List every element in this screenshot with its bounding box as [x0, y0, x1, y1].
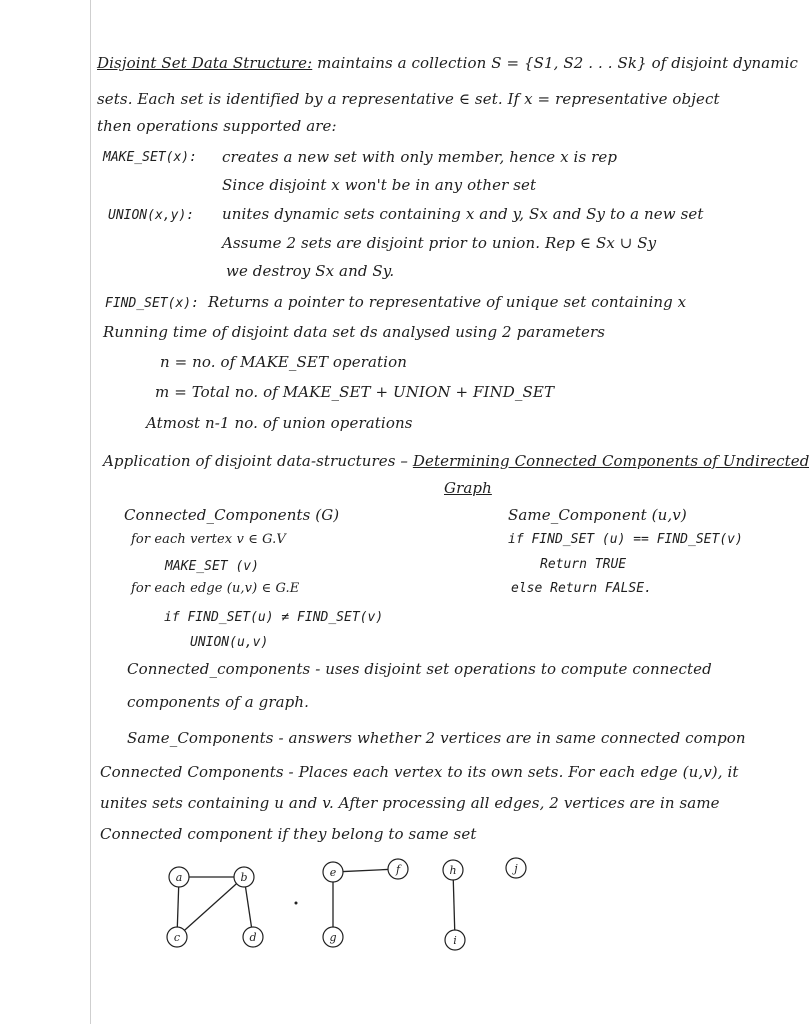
application-title-graph: Graph: [444, 479, 492, 497]
pseudo-left-4: for each edge (u,v) ∈ G.E: [131, 581, 300, 596]
graph-node-d: [243, 927, 263, 947]
graph-node-label: b: [240, 871, 248, 884]
graph-node-label: e: [329, 866, 337, 879]
atmost-unions: Atmost n-1 no. of union operations: [146, 414, 413, 432]
cc2-explanation-1: Connected Components - Places each vertex to its own sets. For each edge (u,v), it: [100, 763, 739, 781]
pseudo-left-1: Connected_Components (G): [124, 506, 340, 524]
m-parameter: m = Total no. of MAKE_SET + UNION + FIND_SET: [155, 383, 555, 401]
graph-node-f: [388, 859, 408, 879]
graph-node-g: [323, 927, 343, 947]
pseudo-left-3: MAKE_SET (v): [165, 559, 259, 574]
cc-explanation-2: components of a graph.: [127, 693, 309, 711]
running-time-line: Running time of disjoint data set ds analysed using 2 parameters: [103, 323, 606, 341]
pseudo-right-2: if FIND_SET (u) == FIND_SET(v): [508, 532, 743, 547]
make-set-desc-1: creates a new set with only member, hence x is rep: [222, 148, 618, 166]
n-parameter: n = no. of MAKE_SET operation: [160, 353, 407, 371]
stray-dot: [295, 902, 298, 905]
graph-node-label: g: [329, 931, 337, 944]
graph-edge-a-c: [177, 887, 178, 927]
intro-definition: maintains a collection S = {S1, S2 . . . Sk} of disjoint dynamic: [317, 54, 798, 72]
find-set-desc: Returns a pointer to representative of unique set containing x: [208, 293, 687, 311]
find-set-name: FIND_SET(x):: [105, 296, 199, 311]
pseudo-left-5: if FIND_SET(u) ≠ FIND_SET(v): [164, 610, 384, 625]
graph-node-j: [506, 858, 526, 878]
union-name: UNION(x,y):: [108, 208, 195, 223]
graph-node-label: d: [249, 931, 257, 944]
union-desc-1: unites dynamic sets containing x and y, Sx and Sy to a new set: [222, 205, 704, 223]
union-desc-2: Assume 2 sets are disjoint prior to union. Rep ∈ Sx ∪ Sy: [222, 234, 657, 252]
pseudo-left-6: UNION(u,v): [190, 635, 269, 650]
application-prefix: Application of disjoint data-structures –: [103, 452, 408, 470]
graph-node-label: c: [173, 931, 181, 944]
graph-edge-h-i: [453, 880, 454, 930]
pseudo-right-4: else Return FALSE.: [511, 581, 652, 596]
graph-node-b: [234, 867, 254, 887]
graph-edge-e-f: [343, 869, 388, 871]
graph-node-e: [323, 862, 343, 882]
graph-edge-b-c: [184, 884, 236, 931]
union-desc-3: we destroy Sx and Sy.: [226, 262, 395, 280]
graph-node-label: i: [453, 934, 457, 947]
pseudo-right-1: Same_Component (u,v): [508, 506, 687, 524]
intro-heading: Disjoint Set Data Structure:: [97, 54, 313, 72]
intro-line-3: then operations supported are:: [97, 117, 337, 135]
make-set-desc-2: Since disjoint x won't be in any other set: [222, 176, 537, 194]
graph-node-label: j: [514, 862, 518, 875]
pseudo-left-2: for each vertex v ∈ G.V: [131, 532, 286, 547]
graph-node-i: [445, 930, 465, 950]
application-title: Determining Connected Components of Undirected: [412, 452, 809, 470]
pseudo-right-3: Return TRUE: [540, 557, 627, 572]
graph-node-label: a: [175, 871, 183, 884]
cc2-explanation-3: Connected component if they belong to same set: [100, 825, 477, 843]
graph-node-c: [167, 927, 187, 947]
graph-node-a: [169, 867, 189, 887]
cc2-explanation-2: unites sets containing u and v. After processing all edges, 2 vertices are in same: [100, 794, 720, 812]
graph-edge-b-d: [245, 887, 251, 927]
graph-node-h: [443, 860, 463, 880]
graph-node-label: f: [395, 863, 401, 876]
cc-explanation-1: Connected_components - uses disjoint set operations to compute connected: [127, 660, 712, 678]
graph-node-label: h: [449, 864, 457, 877]
make-set-name: MAKE_SET(x):: [103, 150, 197, 165]
same-component-explanation: Same_Components - answers whether 2 vertices are in same connected compon: [127, 729, 746, 747]
intro-line-2: sets. Each set is identified by a representative ∈ set. If x = representative object: [97, 90, 720, 108]
